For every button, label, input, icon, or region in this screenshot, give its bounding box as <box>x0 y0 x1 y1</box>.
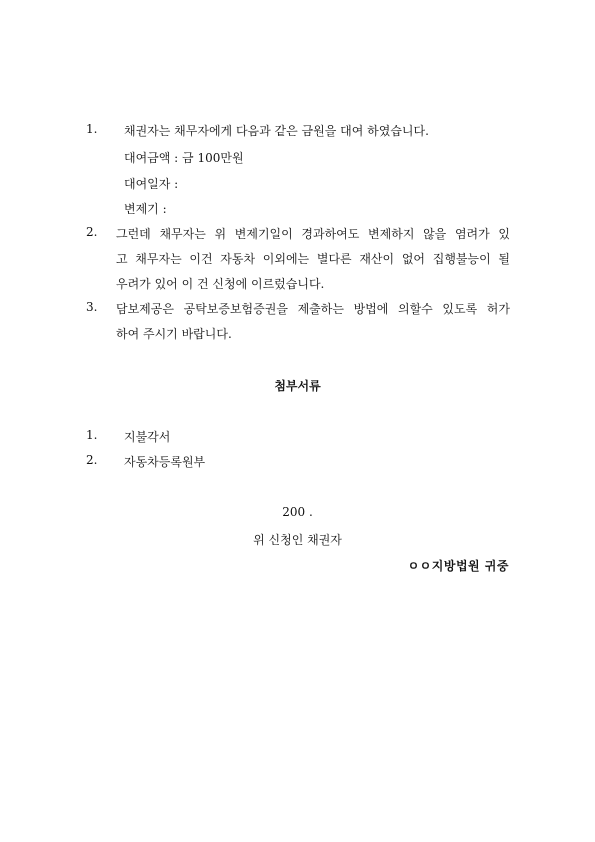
attachment-2-number: 2. <box>86 453 98 467</box>
court-addressee: ㅇㅇ지방법원 귀중 <box>407 559 509 573</box>
document-date: 200 . <box>282 505 313 519</box>
item-2-line-1: 그런데 채무자는 위 변제기일이 경과하여도 변제하지 않을 염려가 있 <box>116 227 510 241</box>
item-3-line-1: 담보제공은 공탁보증보험증권을 제출하는 방법에 의할수 있도록 허가 <box>116 302 510 316</box>
loan-amount-line: 대여금액 : 금 100만원 <box>124 151 244 165</box>
repayment-date-line: 변제기 : <box>124 202 167 216</box>
attachments-heading: 첨부서류 <box>274 379 321 393</box>
item-2-number: 2. <box>86 225 98 239</box>
attachment-2-text: 자동차등록원부 <box>124 455 206 469</box>
item-1-text: 채권자는 채무자에게 다음과 같은 금원을 대여 하였습니다. <box>124 124 429 138</box>
item-2-line-2: 고 채무자는 이건 자동차 이외에는 별다른 재산이 없어 집행불능이 될 <box>116 252 510 266</box>
attachment-1-text: 지불각서 <box>124 430 171 444</box>
applicant-line: 위 신청인 채권자 <box>253 533 342 547</box>
item-1-number: 1. <box>86 122 98 136</box>
attachment-1-number: 1. <box>86 428 98 442</box>
item-2-line-3: 우려가 있어 이 건 신청에 이르렀습니다. <box>116 277 325 291</box>
item-3-line-2: 하여 주시기 바랍니다. <box>116 327 232 341</box>
loan-date-line: 대여일자 : <box>124 177 179 191</box>
item-3-number: 3. <box>86 300 98 314</box>
